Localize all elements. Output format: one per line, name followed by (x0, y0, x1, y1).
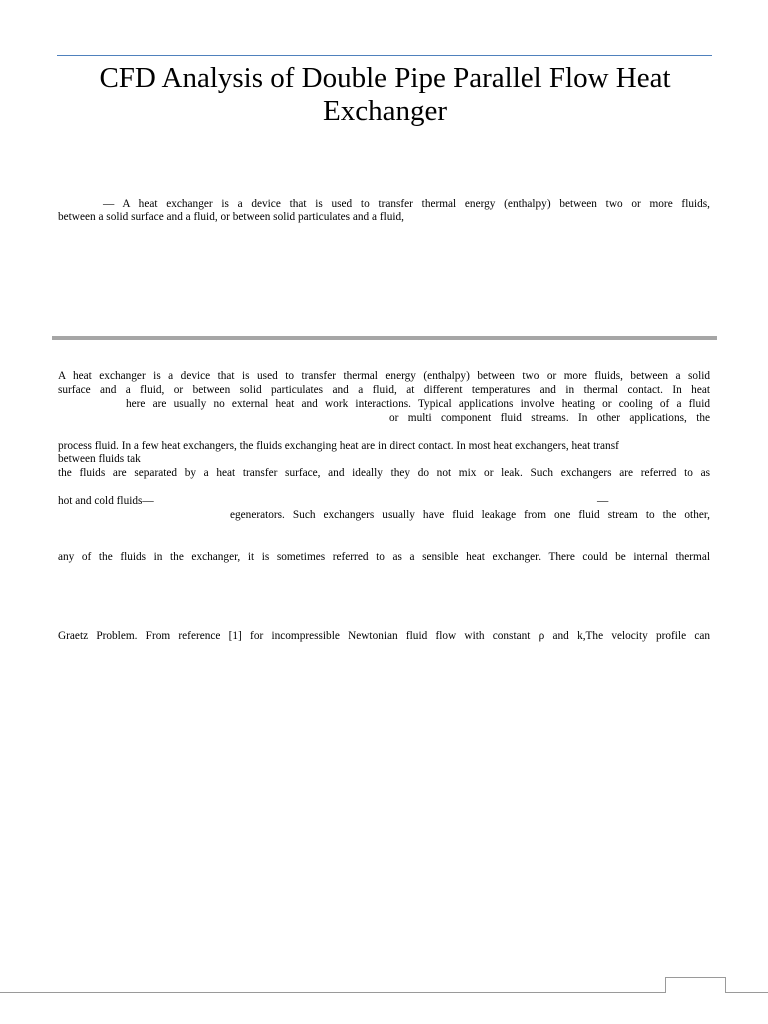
body-p1-line-4: or multi component fluid streams. In other applications, the (389, 412, 710, 424)
footer-rule-right (726, 992, 768, 993)
body-p3-line-2: egenerators. Such exchangers usually have fluid leakage from one fluid stream to the other, (230, 509, 710, 521)
body-p1-line-3: here are usually no external heat and work interactions. Typical applications involve heating or cooling of a fluid (126, 398, 710, 410)
abstract-line-1: — A heat exchanger is a device that is used to transfer thermal energy (enthalpy) between two or more fluids, (103, 198, 710, 210)
footer-rule (0, 992, 665, 993)
body-p2-line-2: between fluids tak (58, 453, 141, 465)
page-number-box (665, 977, 726, 993)
body-p5-line-1: Graetz Problem. From reference [1] for incompressible Newtonian fluid flow with constant ρ and k,The velocity profile can (58, 630, 710, 642)
title-line-2: Exchanger (323, 95, 447, 127)
body-p2-line-1: process fluid. In a few heat exchangers, the fluids exchanging heat are in direct contact. In most heat exchangers, heat transf (58, 440, 619, 452)
body-p1-line-2: surface and a fluid, or between solid particulates and a fluid, at different temperatures and in thermal contact. In heat (58, 384, 710, 396)
body-p3-line-1: hot and cold fluids— (58, 495, 154, 507)
section-divider (52, 336, 717, 340)
body-p3-dash: — (597, 495, 609, 507)
body-p1-line-1: A heat exchanger is a device that is used to transfer thermal energy (enthalpy) between two or more fluids, between a solid (58, 370, 710, 382)
title-line-1: CFD Analysis of Double Pipe Parallel Flow Heat (99, 62, 671, 94)
page-title (60, 62, 710, 128)
body-p2-line-3: the fluids are separated by a heat transfer surface, and ideally they do not mix or leak. Such exchangers are referred to as (58, 467, 710, 479)
header-rule (57, 55, 712, 56)
body-p4-line-1: any of the fluids in the exchanger, it is sometimes referred to as a sensible heat exchanger. There could be internal thermal (58, 551, 710, 563)
abstract-line-2: between a solid surface and a fluid, or between solid particulates and a fluid, (58, 211, 405, 223)
